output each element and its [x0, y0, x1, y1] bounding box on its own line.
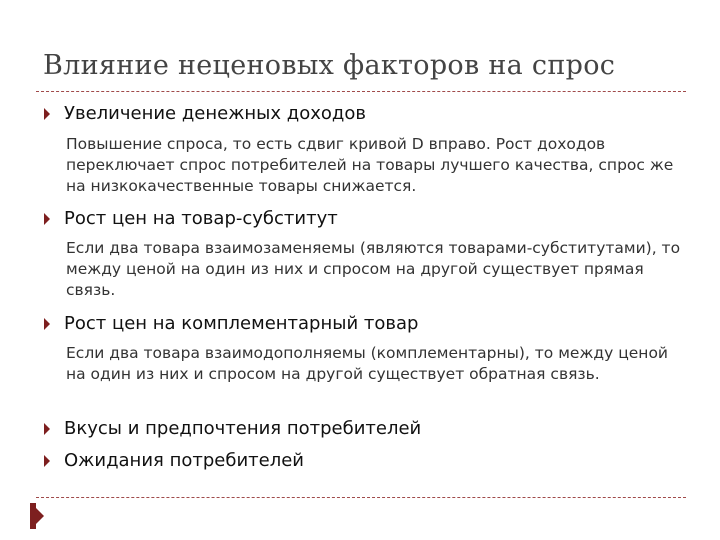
footer-divider [36, 497, 686, 498]
bullet-label: Ожидания потребителей [64, 450, 304, 471]
bullet-label: Вкусы и предпочтения потребителей [64, 418, 422, 439]
bullet-detail: Если два товара взаимозаменяемы (являются товарами-субститутами), то между ценой на один из них и спросом на другой существует прямая связь. [66, 239, 681, 299]
triangle-bullet-icon [44, 423, 50, 435]
slide-title: Влияние неценовых факторов на спрос [43, 50, 616, 81]
bullet-substitute [44, 208, 338, 229]
triangle-bullet-icon [44, 318, 50, 330]
title-divider [36, 91, 686, 92]
triangle-bullet-icon [44, 108, 50, 120]
bullet-detail: Если два товара взаимодополняемы (комплементарны), то между ценой на один из них и спросом на другой существует обратная связь. [66, 344, 669, 383]
bullet-label: Рост цен на товар-субститут [64, 208, 338, 229]
bullet-label: Увеличение денежных доходов [64, 103, 366, 124]
bullet-income [44, 103, 366, 124]
bullet-complement [44, 313, 418, 334]
bullet-expectations [44, 450, 304, 471]
bullet-detail: Повышение спроса, то есть сдвиг кривой D вправо. Рост доходов переключает спрос потребителей на товары лучшего качества, спрос же на низкокачественные товары снижается. [66, 135, 674, 195]
bullet-label: Рост цен на комплементарный товар [64, 313, 419, 334]
triangle-bullet-icon [44, 213, 50, 225]
triangle-bullet-icon [44, 455, 50, 467]
bullet-tastes [44, 418, 421, 439]
slide-corner-arrow-icon [36, 508, 44, 524]
